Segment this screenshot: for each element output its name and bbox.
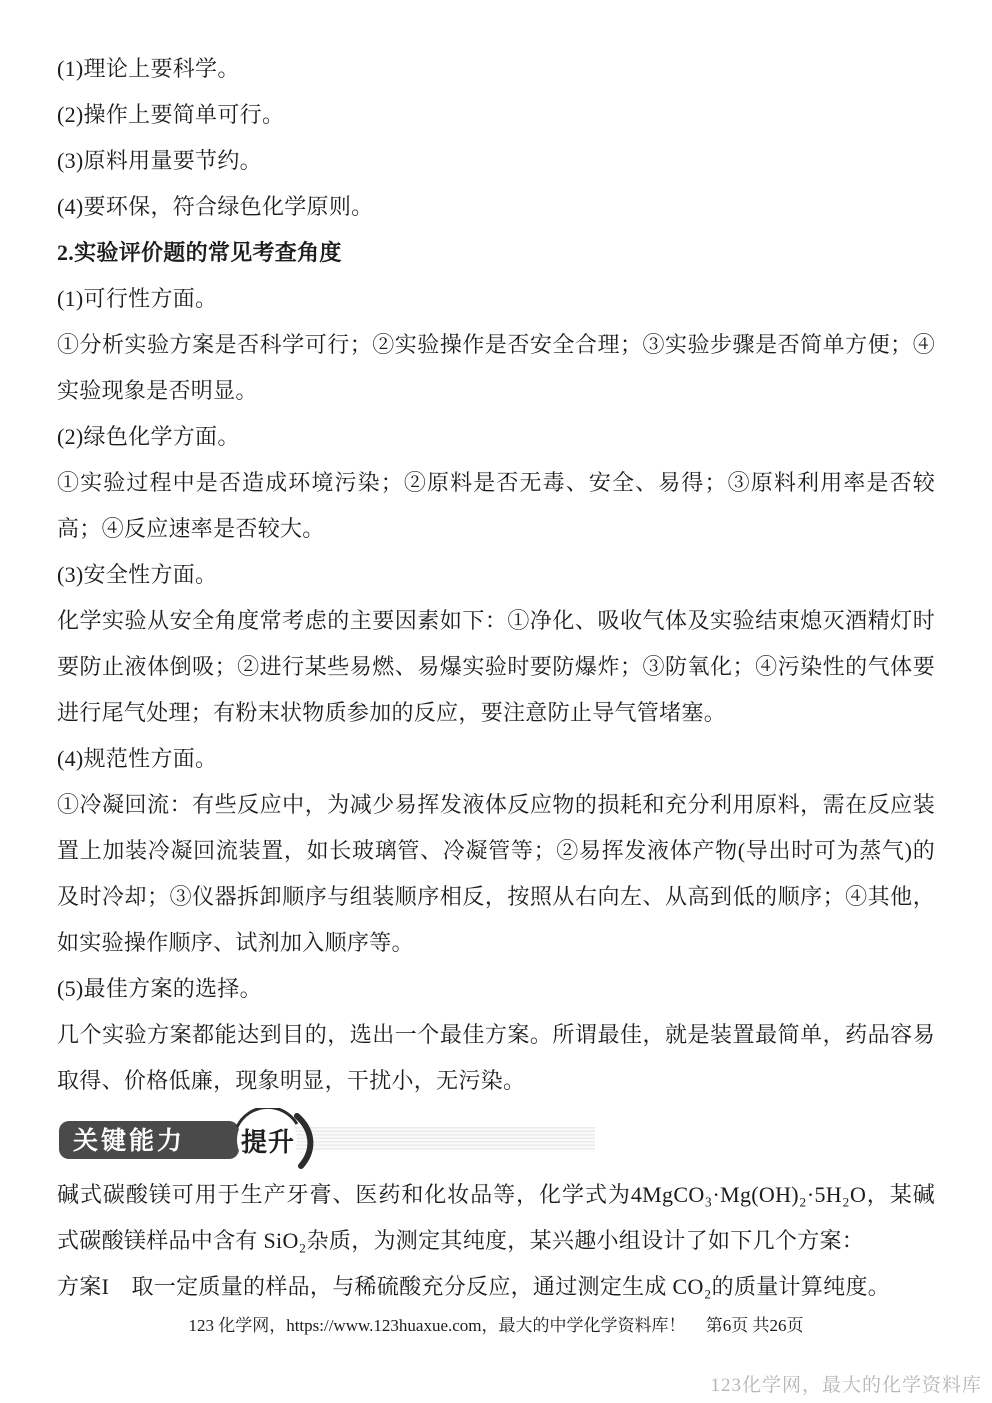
key-ability-badge: [57, 1108, 357, 1170]
key-ability-banner: [57, 1108, 935, 1170]
paragraph-plan-1: 方案I 取一定质量的样品，与稀硫酸充分反应，通过测定生成 CO₂的质量计算纯度。: [57, 1274, 891, 1299]
subsection-safety: (3)安全性方面。: [57, 562, 218, 587]
paragraph-feasibility-points: ①分析实验方案是否科学可行；②实验操作是否安全合理；③实验步骤是否简单方便；④实验现象是否明显。: [57, 332, 935, 403]
paragraph-safety-points: 化学实验从安全角度常考虑的主要因素如下：①净化、吸收气体及实验结束熄灭酒精灯时要防止液体倒吸；②进行某些易燃、易爆实验时要防爆炸；③防氧化；④污染性的气体要进行尾气处理；有粉末状物质参加的反应，要注意防止导气管堵塞。: [57, 608, 935, 725]
page-content: [57, 46, 935, 1310]
list-item-green: (4)要环保，符合绿色化学原则。: [57, 194, 374, 219]
page-footer: [57, 1313, 935, 1339]
subsection-green-chemistry: (2)绿色化学方面。: [57, 424, 240, 449]
list-item-material: (3)原料用量要节约。: [57, 148, 262, 173]
footer-page-indicator: 第6页 共26页: [705, 1316, 804, 1335]
subsection-standardization: (4)规范性方面。: [57, 746, 218, 771]
badge-left-label: 关键能力: [73, 1127, 186, 1155]
paragraph-best-plan-detail: 几个实验方案都能达到目的，选出一个最佳方案。所谓最佳，就是装置最简单，药品容易取得、价格低廉，现象明显，干扰小，无污染。: [57, 1022, 935, 1093]
paragraph-standardization-points: ①冷凝回流：有些反应中，为减少易挥发液体反应物的损耗和充分利用原料，需在反应装置上加装冷凝回流装置，如长玻璃管、冷凝管等；②易挥发液体产物(导出时可为蒸气)的及时冷却；③仪器拆卸顺序与组装顺序相反，按照从右向左、从高到低的顺序；④其他，如实验操作顺序、试剂加入顺序等。: [57, 792, 935, 955]
footer-site-text: 123 化学网，https://www.123huaxue.com，最大的中学化学资料库！: [188, 1316, 686, 1335]
watermark-text: 123化学网，最大的化学资料库: [710, 1375, 982, 1396]
badge-right-label: 提升: [241, 1127, 296, 1157]
list-item-operation: (2)操作上要简单可行。: [57, 102, 285, 127]
paragraph-green-points: ①实验过程中是否造成环境污染；②原料是否无毒、安全、易得；③原料利用率是否较高；④反应速率是否较大。: [57, 470, 935, 541]
section-heading: 2.实验评价题的常见考查角度: [57, 240, 342, 265]
list-item-theory: (1)理论上要科学。: [57, 56, 240, 81]
subsection-feasibility: (1)可行性方面。: [57, 286, 218, 311]
subsection-best-plan: (5)最佳方案的选择。: [57, 976, 262, 1001]
paragraph-problem-statement: 碱式碳酸镁可用于生产牙膏、医药和化妆品等，化学式为4MgCO₃·Mg(OH)₂·5H₂O，某碱式碳酸镁样品中含有 SiO₂杂质，为测定其纯度，某兴趣小组设计了如下几个方案：: [57, 1182, 935, 1253]
badge-swoosh-tail: [297, 1116, 310, 1166]
